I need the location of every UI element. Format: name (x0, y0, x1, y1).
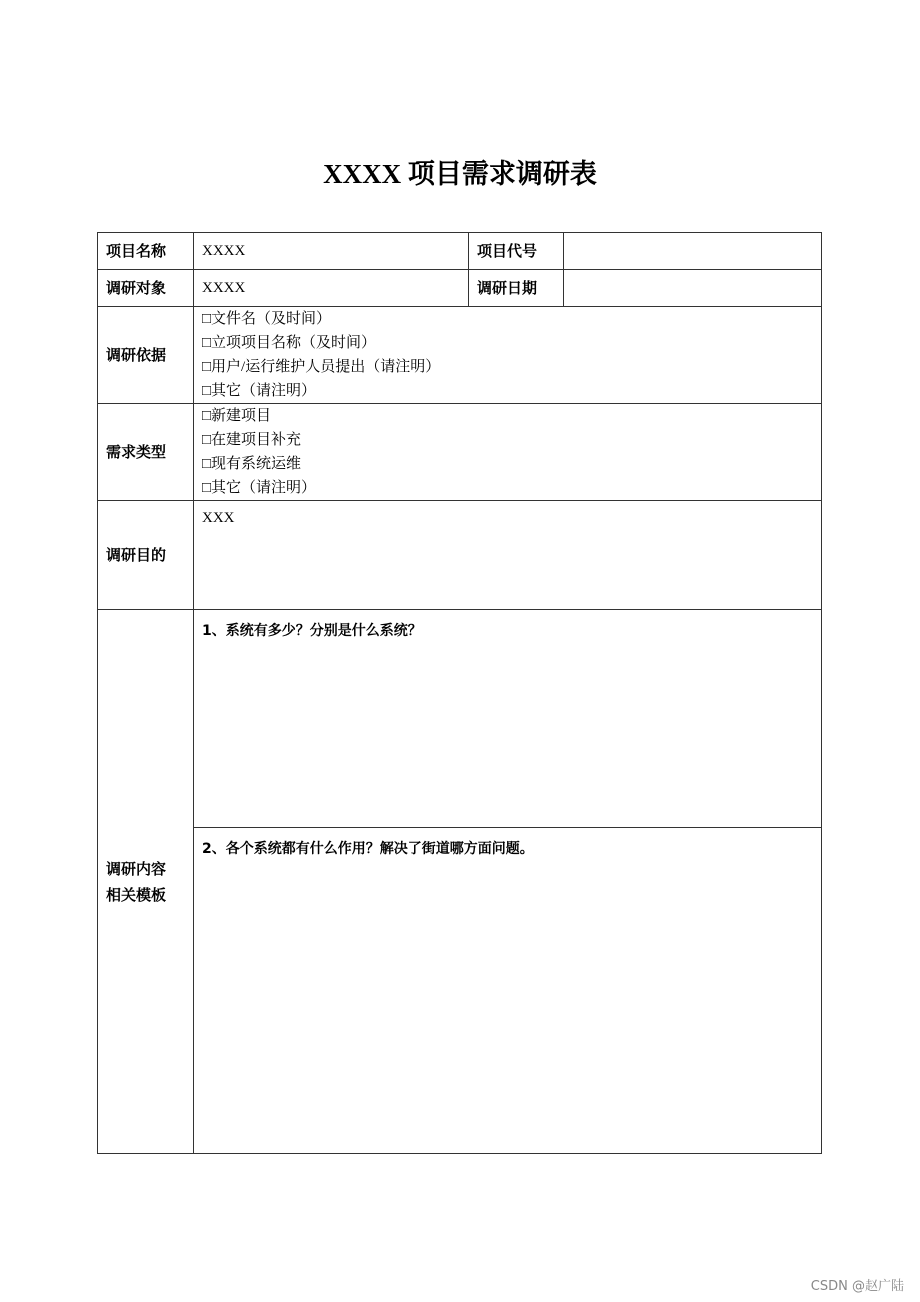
research-date-label: 调研日期 (469, 270, 564, 307)
demand-type-label: 需求类型 (98, 404, 194, 501)
basis-label: 调研依据 (98, 307, 194, 404)
survey-table (97, 232, 822, 1154)
project-name-value[interactable]: XXXX (194, 233, 469, 270)
watermark: CSDN @赵广陆 (810, 1279, 904, 1294)
research-target-label: 调研对象 (98, 270, 194, 307)
page-title: XXXX 项目需求调研表 (323, 159, 597, 189)
content-label-line2: 相关模板 (106, 885, 167, 904)
research-date-value[interactable] (564, 270, 822, 307)
basis-option[interactable]: □立项项目名称（及时间） (202, 335, 377, 351)
basis-options (194, 307, 822, 404)
question-1[interactable]: 1、系统有多少？分别是什么系统？ (194, 610, 822, 828)
content-label-line1: 调研内容 (106, 859, 167, 878)
basis-option[interactable]: □其它（请注明） (202, 383, 317, 399)
basis-option[interactable]: □用户/运行维护人员提出（请注明） (202, 359, 441, 375)
demand-type-option[interactable]: □其它（请注明） (202, 480, 317, 496)
research-target-value[interactable]: XXXX (194, 270, 469, 307)
demand-type-option[interactable]: □新建项目 (202, 408, 272, 424)
project-name-label: 项目名称 (98, 233, 194, 270)
demand-type-options (194, 404, 822, 501)
project-code-label: 项目代号 (469, 233, 564, 270)
content-label (98, 610, 194, 1154)
demand-type-option[interactable]: □现有系统运维 (202, 456, 302, 472)
purpose-value[interactable]: XXX (194, 501, 822, 610)
demand-type-option[interactable]: □在建项目补充 (202, 432, 302, 448)
question-2[interactable]: 2、各个系统都有什么作用？解决了街道哪方面问题。 (194, 828, 822, 1154)
basis-option[interactable]: □文件名（及时间） (202, 311, 332, 327)
project-code-value[interactable] (564, 233, 822, 270)
purpose-label: 调研目的 (98, 501, 194, 610)
